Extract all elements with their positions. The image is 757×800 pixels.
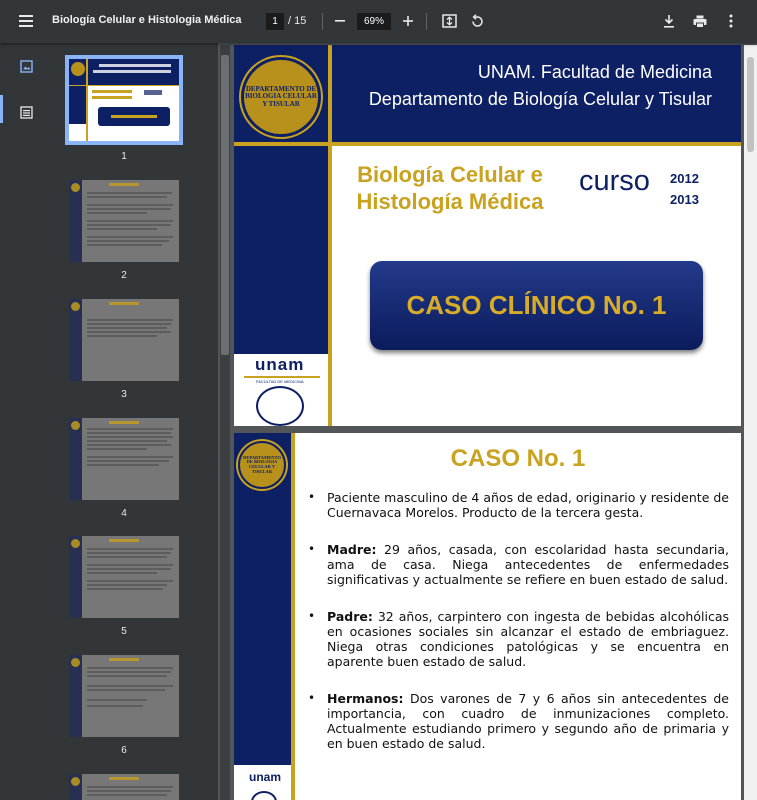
sidebar-rail — [0, 43, 52, 800]
pdf-page-1 — [234, 45, 741, 426]
thumbnail-label: 1 — [121, 151, 127, 162]
gold-divider — [328, 45, 332, 426]
print-icon[interactable] — [687, 8, 713, 34]
thumbnail-label: 4 — [121, 508, 127, 519]
document-scrollbar[interactable] — [744, 45, 757, 800]
page-number-input[interactable]: 1 — [266, 13, 284, 30]
outline-view-icon[interactable] — [16, 102, 36, 122]
fit-page-icon[interactable] — [436, 8, 462, 34]
institution-name: UNAM. Facultad de Medicina — [477, 62, 712, 82]
list-item: • Padre: 32 años, carpintero con ingesta de bebidas alcohólicas en ocasiones sociales sin alcanzar el estado de embriaguez. Niega otras condiciones patológicas y se encuentra en aparente buen estado de salud. — [307, 609, 729, 669]
course-years: 2012 2013 — [670, 171, 699, 207]
case-title: CASO No. 1 — [450, 445, 586, 472]
logo-rule — [244, 376, 320, 378]
department-name: Departamento de Biología Celular y Tisular — [368, 89, 712, 109]
more-options-icon[interactable] — [718, 8, 744, 34]
faculty-shield-logo — [256, 386, 304, 426]
thumbnail-label: 3 — [121, 389, 127, 400]
pdf-page-2 — [234, 433, 741, 800]
gold-divider — [234, 142, 741, 146]
thumbnail-page-7[interactable] — [69, 774, 179, 800]
course-label: curso — [579, 165, 650, 197]
gold-divider — [291, 433, 295, 800]
thumbnails-view-icon[interactable] — [16, 56, 36, 76]
thumbnail-page-1[interactable] — [69, 59, 179, 141]
department-seal-logo: DEPARTAMENTO DE BIOLOGIA CELULAR Y TISULAR — [241, 57, 321, 137]
thumbnail-label: 5 — [121, 626, 127, 637]
thumbnail-page-5[interactable] — [69, 536, 179, 618]
rail-active-indicator — [0, 95, 3, 123]
menu-icon[interactable] — [13, 8, 39, 34]
list-item: • Madre: 29 años, casada, con escolaridad hasta secundaria, ama de casa. Niega antecedentes de enfermedades significativas y actualmente se refiere en buen estado de salud. — [307, 542, 729, 587]
thumbnail-scrollbar[interactable] — [220, 45, 230, 800]
department-seal-logo: DEPARTAMENTO DE BIOLOGIA CELULAR Y TISULAR — [238, 441, 286, 489]
list-item: • Hermanos: Dos varones de 7 y 6 años sin antecedentes de importancia, con cuadro de inmunizaciones completo. Actualmente estudiando primero y segundo año de primaria y en buen estado de salud. — [307, 691, 729, 751]
slide-left-band — [234, 146, 328, 354]
thumbnail-page-4[interactable] — [69, 418, 179, 500]
document-title: Biología Celular e Histologia Médica — [52, 14, 242, 26]
thumbnail-panel — [52, 43, 218, 800]
thumbnail-label: 2 — [121, 270, 127, 281]
zoom-input[interactable]: 69% — [357, 13, 391, 30]
page-total: / 15 — [288, 15, 307, 27]
case-title-banner: CASO CLÍNICO No. 1 — [370, 261, 703, 350]
download-icon[interactable] — [656, 8, 682, 34]
document-viewer — [230, 43, 745, 800]
unam-logo: unam — [246, 770, 284, 784]
list-item: • Paciente masculino de 4 años de edad, originario y residente de Cuernavaca Morelos. Producto de la tercera gesta. — [307, 490, 729, 520]
toolbar-divider — [322, 13, 323, 30]
course-title: Biología Celular e Histología Médica — [356, 162, 544, 214]
faculty-label: FACULTAD DE MEDICINA — [256, 379, 304, 384]
case-details-list — [307, 490, 729, 773]
zoom-in-icon[interactable] — [395, 8, 421, 34]
thumbnail-label: 6 — [121, 745, 127, 756]
thumbnail-page-2[interactable] — [69, 180, 179, 262]
zoom-out-icon[interactable] — [327, 8, 353, 34]
thumbnail-page-3[interactable] — [69, 299, 179, 381]
toolbar-divider — [426, 13, 427, 30]
unam-logo: unam — [255, 355, 305, 374]
pdf-toolbar — [0, 0, 757, 43]
rotate-icon[interactable] — [464, 8, 490, 34]
thumbnail-page-6[interactable] — [69, 655, 179, 737]
